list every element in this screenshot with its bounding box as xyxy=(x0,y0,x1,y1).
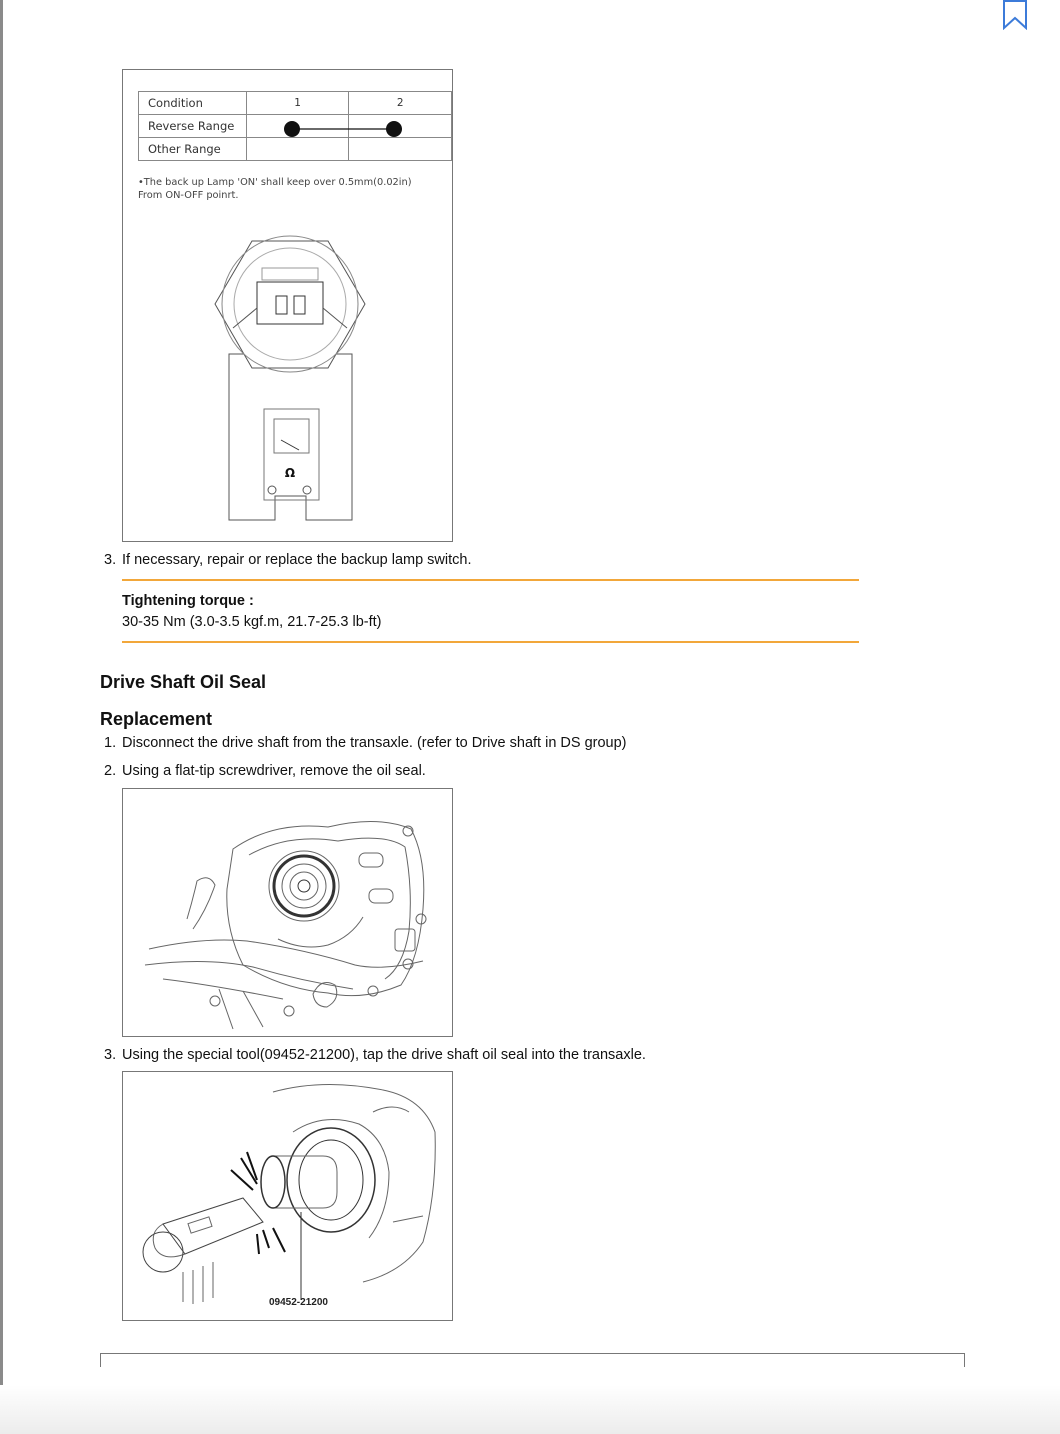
subsection-title: Replacement xyxy=(100,709,213,729)
switch-illustration xyxy=(123,70,453,542)
oil-seal-installation-figure xyxy=(122,1071,453,1321)
table-row-label: Other Range xyxy=(139,138,247,161)
backup-lamp-switch-figure xyxy=(122,69,453,542)
figure-note-line: From ON-OFF poinrt. xyxy=(138,190,239,201)
step-number: 1. xyxy=(104,735,117,751)
step-number: 3. xyxy=(104,552,117,568)
footer-box xyxy=(100,1353,965,1367)
ohmmeter-symbol: Ω xyxy=(284,466,296,480)
table-header-cell: 2 xyxy=(349,92,452,115)
step-text: If necessary, repair or replace the backup lamp switch. xyxy=(122,552,472,568)
step-number: 3. xyxy=(104,1047,117,1063)
table-header-cell: Condition xyxy=(139,92,247,115)
step-number: 2. xyxy=(104,763,117,779)
step-text: Using a flat-tip screwdriver, remove the oil seal. xyxy=(122,763,426,779)
step-text: Disconnect the drive shaft from the transaxle. (refer to Drive shaft in DS group) xyxy=(122,735,627,751)
page-edge xyxy=(0,0,3,1434)
oil-seal-removal-figure xyxy=(122,788,453,1037)
note-bottom-rule xyxy=(122,641,859,643)
step-repair xyxy=(104,552,472,568)
tool-part-number-label: 09452-21200 xyxy=(269,1297,328,1308)
step-1 xyxy=(104,735,627,751)
section-title: Drive Shaft Oil Seal xyxy=(100,672,267,692)
bottom-shade xyxy=(0,1385,1060,1434)
bookmark-icon[interactable] xyxy=(1002,0,1028,30)
transaxle-case-illustration xyxy=(123,789,453,1037)
step-2 xyxy=(104,763,426,779)
table-header-cell: 1 xyxy=(246,92,349,115)
note-top-rule xyxy=(122,579,859,581)
torque-value: 30-35 Nm (3.0-3.5 kgf.m, 21.7-25.3 lb-ft) xyxy=(122,614,382,630)
special-tool-illustration xyxy=(123,1072,453,1321)
figure-note-line: •The back up Lamp 'ON' shall keep over 0.5mm(0.02in) xyxy=(138,177,412,188)
step-3 xyxy=(104,1047,646,1063)
step-text: Using the special tool(09452-21200), tap the drive shaft oil seal into the transaxle. xyxy=(122,1047,646,1063)
torque-label: Tightening torque : xyxy=(122,593,254,609)
table-row-label: Reverse Range xyxy=(139,115,247,138)
